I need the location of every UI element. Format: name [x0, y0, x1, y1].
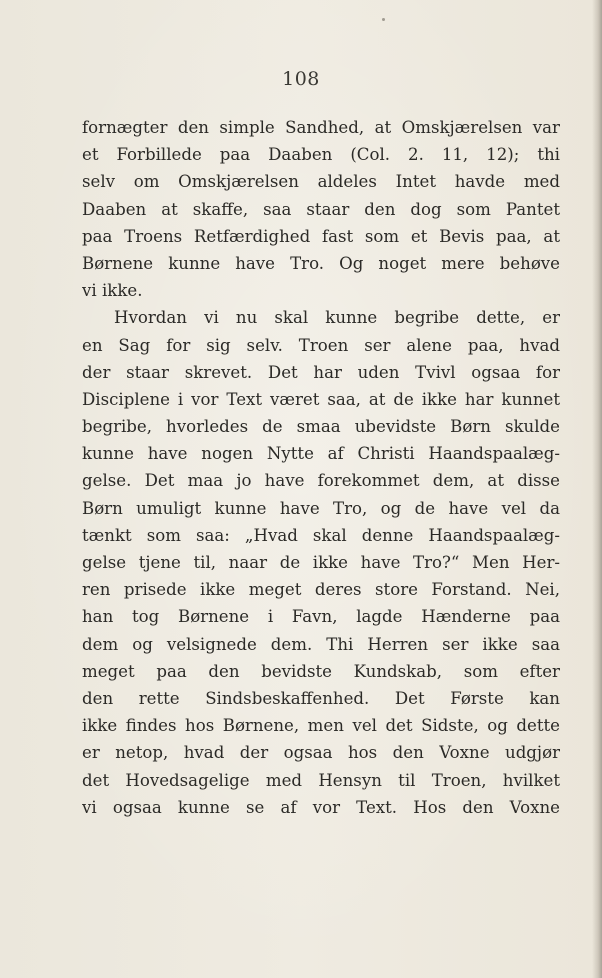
- text-line: meget paa den bevidste Kundskab, som efter: [82, 661, 560, 681]
- text-line: er netop, hvad der ogsaa hos den Voxne udgjør: [82, 743, 560, 763]
- text-line: Disciplene i vor Text været saa, at de ikke har kunnet: [82, 389, 560, 409]
- text-line: tænkt som saa: „Hvad skal denne Haandspaalæg-: [82, 525, 560, 545]
- text-line: den rette Sindsbeskaffenhed. Det Første kan: [82, 688, 560, 708]
- text-line: Hvordan vi nu skal kunne begribe dette, er: [114, 308, 560, 328]
- text-line: Børn umuligt kunne have Tro, og de have vel da: [82, 498, 560, 518]
- text-line: ren prisede ikke meget deres store Forstand. Nei,: [82, 580, 560, 600]
- paper-speck: [382, 18, 385, 21]
- text-line: der staar skrevet. Det har uden Tvivl ogsaa for: [82, 362, 560, 382]
- text-line: Daaben at skaffe, saa staar den dog som Pantet: [82, 199, 560, 219]
- page-number: 108: [282, 68, 320, 90]
- text-line: fornægter den simple Sandhed, at Omskjærelsen var: [82, 118, 560, 137]
- text-line: paa Troens Retfærdighed fast som et Bevis paa, at: [82, 226, 560, 246]
- text-line: kunne have nogen Nytte af Christi Haandspaalæg-: [82, 444, 560, 464]
- text-line: dem og velsignede dem. Thi Herren ser ikke saa: [82, 634, 560, 654]
- text-line: ikke findes hos Børnene, men vel det Sidste, og dette: [82, 716, 560, 736]
- text-line: gelse tjene til, naar de ikke have Tro?“ Men Her-: [82, 553, 560, 572]
- text-line: begribe, hvorledes de smaa ubevidste Børn skulde: [82, 417, 560, 437]
- text-line: gelse. Det maa jo have forekommet dem, at disse: [82, 471, 560, 491]
- text-line: et Forbillede paa Daaben (Col. 2. 11, 12); thi: [82, 145, 560, 165]
- text-line: Børnene kunne have Tro. Og noget mere behøve: [82, 253, 560, 273]
- text-line: vi ikke.: [82, 281, 143, 301]
- text-line: en Sag for sig selv. Troen ser alene paa, hvad: [82, 335, 560, 355]
- body-text: [82, 114, 560, 821]
- text-line: vi ogsaa kunne se af vor Text. Hos den Voxne: [82, 797, 560, 817]
- text-line: selv om Omskjærelsen aldeles Intet havde med: [82, 172, 560, 192]
- page-edge-shadow: [592, 0, 602, 978]
- text-line: det Hovedsagelige med Hensyn til Troen, hvilket: [82, 770, 560, 790]
- text-line: han tog Børnene i Favn, lagde Hænderne paa: [82, 607, 560, 627]
